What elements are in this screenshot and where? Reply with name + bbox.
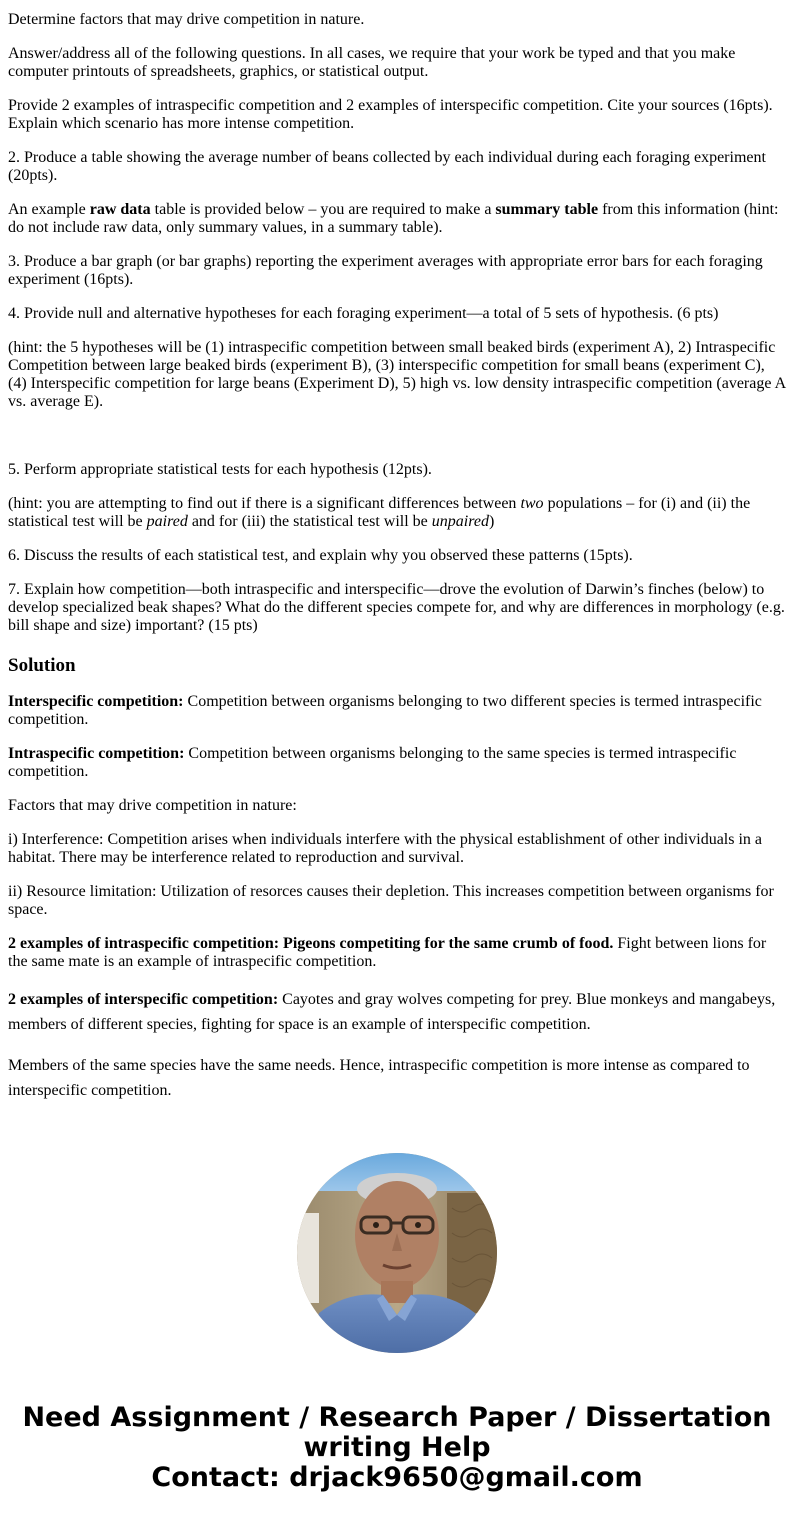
person-portrait-icon	[297, 1153, 497, 1353]
footer-line-2: writing Help	[303, 1432, 491, 1463]
conclusion: Members of the same species have the same needs. Hence, intraspecific competition is more intense as compared to interspecific competition.	[8, 1057, 750, 1099]
interspecific-definition	[8, 693, 786, 729]
question-4-hint: (hint: the 5 hypotheses will be (1) intraspecific competition between small beaked birds (experiment A), 2) Intraspecific Competition between large beaked birds (experiment B), (3) interspecific competition for small beans (experiment C), (4) Interspecific competition for large beans (Experiment D), 5) high vs. low density intraspecific competition (average A vs. average E).	[8, 339, 786, 410]
interspecific-examples	[8, 987, 786, 1037]
question-1: Provide 2 examples of intraspecific competition and 2 examples of interspecific competition. Cite your sources (16pts). Explain which scenario has more intense competition.	[8, 97, 773, 132]
hint-unpaired: unpaired	[431, 513, 489, 530]
avatar-image	[297, 1153, 497, 1353]
interspecific-label: Interspecific competition:	[8, 693, 184, 710]
question-3: 3. Produce a bar graph (or bar graphs) reporting the experiment averages with appropriate error bars for each foraging experiment (16pts).	[8, 253, 763, 288]
intraspecific-label: Intraspecific competition:	[8, 745, 185, 762]
question-5: 5. Perform appropriate statistical tests for each hypothesis (12pts).	[8, 461, 432, 478]
question-2: 2. Produce a table showing the average number of beans collected by each individual during each foraging experiment (20pts).	[8, 149, 766, 184]
question-instructions: Answer/address all of the following questions. In all cases, we require that your work be typed and that you make computer printouts of spreadsheets, graphics, or statistical output.	[8, 45, 736, 80]
question-intro: Determine factors that may drive competition in nature.	[8, 11, 365, 28]
question-5-hint	[8, 495, 786, 531]
intraspecific-definition	[8, 745, 786, 781]
intraspecific-examples-label: 2 examples of intraspecific competition: Pigeons competiting for the same crumb of food.	[8, 935, 614, 952]
hint-paired: paired	[146, 513, 188, 530]
tall-line-section	[8, 987, 786, 1103]
hint-text-c: populations – for (i) and (ii) the statistical test will be	[8, 495, 751, 530]
intraspecific-examples	[8, 935, 786, 971]
hint-text-a: (hint: you are attempting to find out if there is a significant differences between	[8, 495, 521, 512]
footer-line-1: Need Assignment / Research Paper / Dissertation	[22, 1402, 772, 1433]
factor-interference: i) Interference: Competition arises when individuals interfere with the physical establishment of other individuals in a habitat. There may be interference related to reproduction and survival.	[8, 831, 763, 866]
interspecific-text: Competition between organisms belonging to two different species is termed intraspecific competition.	[8, 693, 762, 728]
hint-two: two	[520, 495, 544, 512]
question-4: 4. Provide null and alternative hypotheses for each foraging experiment—a total of 5 sets of hypothesis. (6 pts)	[8, 305, 719, 322]
question-6: 6. Discuss the results of each statistical test, and explain why you observed these patterns (15pts).	[8, 547, 633, 564]
interspecific-examples-text: Cayotes and gray wolves competing for prey. Blue monkeys and mangabeys, members of different species, fighting for space is an example of interspecific competition.	[8, 991, 776, 1033]
example-text-a: An example	[8, 201, 90, 218]
factors-intro: Factors that may drive competition in nature:	[8, 797, 297, 814]
example-paragraph	[8, 201, 786, 237]
factor-resource-limitation: ii) Resource limitation: Utilization of resorces causes their depletion. This increases competition between organisms for space.	[8, 883, 774, 918]
example-text-c: table is provided below – you are required to make a	[150, 201, 496, 218]
raw-data-term: raw data	[89, 201, 151, 218]
footer-advert	[0, 1403, 794, 1493]
intraspecific-text: Competition between organisms belonging to the same species is termed intraspecific competition.	[8, 745, 737, 780]
blank-spacer	[8, 427, 786, 451]
hint-text-g: )	[488, 513, 495, 530]
hint-text-e: and for (iii) the statistical test will be	[187, 513, 432, 530]
interspecific-examples-label: 2 examples of interspecific competition:	[8, 991, 279, 1008]
intraspecific-examples-text: Fight between lions for the same mate is an example of intraspecific competition.	[8, 935, 767, 970]
summary-table-term: summary table	[495, 201, 599, 218]
example-text-e: from this information (hint: do not include raw data, only summary values, in a summary table).	[8, 201, 779, 236]
solution-heading: Solution	[8, 655, 76, 676]
footer-contact: Contact: drjack9650@gmail.com	[151, 1462, 643, 1493]
question-7: 7. Explain how competition—both intraspecific and interspecific—drove the evolution of Darwin’s finches (below) to develop specialized beak shapes? What do the different species compete for, and why are differences in morphology (e.g. bill shape and size) important? (15 pts)	[8, 581, 785, 634]
